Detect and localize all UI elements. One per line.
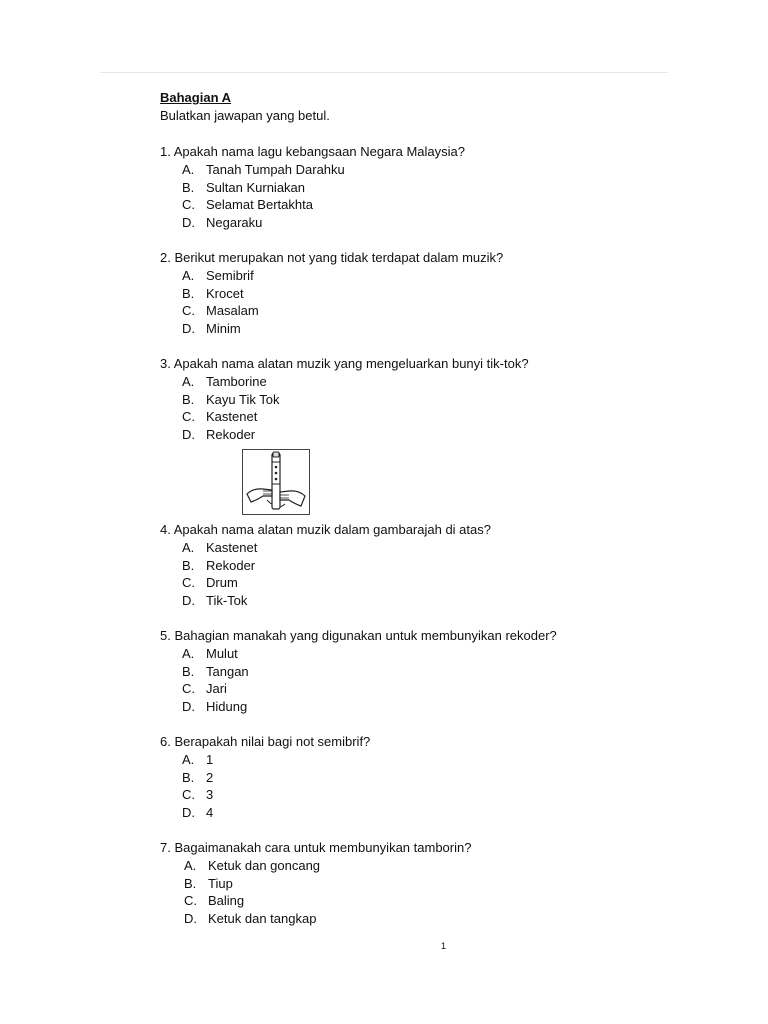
option-text: Kastenet xyxy=(206,540,258,555)
options-list xyxy=(160,539,640,609)
option-text: Sultan Kurniakan xyxy=(206,179,306,195)
option-letter: D. xyxy=(182,804,195,820)
question-6 xyxy=(160,733,640,821)
question-text: 5. Bahagian manakah yang digunakan untuk membunyikan rekoder? xyxy=(160,628,557,643)
option-text: Jari xyxy=(206,681,227,696)
option-letter: D. xyxy=(182,214,195,230)
option-text: Selamat Bertakhta xyxy=(206,197,313,212)
option-letter: B. xyxy=(182,179,195,195)
option-letter: A. xyxy=(182,162,195,177)
option-letter: B. xyxy=(182,663,195,679)
option-b[interactable] xyxy=(184,875,640,893)
question-text: 3. Apakah nama alatan muzik yang mengeluarkan bunyi tik-tok? xyxy=(160,356,529,371)
option-text: 3 xyxy=(206,787,214,802)
option-letter: A. xyxy=(184,858,197,873)
page-content xyxy=(160,89,640,927)
option-letter: B. xyxy=(182,769,195,785)
recorder-hands-icon xyxy=(243,450,309,514)
option-text: Kayu Tik Tok xyxy=(206,391,280,407)
option-letter: D. xyxy=(184,910,197,926)
option-d[interactable] xyxy=(182,426,640,444)
option-text: Tamborine xyxy=(206,374,267,389)
option-text: Rekoder xyxy=(206,426,256,442)
question-2 xyxy=(160,249,640,337)
option-b[interactable] xyxy=(182,769,640,787)
option-letter: C. xyxy=(182,681,195,696)
recorder-figure xyxy=(242,449,310,515)
option-a[interactable] xyxy=(182,539,640,557)
question-7 xyxy=(160,839,640,927)
option-a[interactable] xyxy=(182,751,640,769)
option-letter: B. xyxy=(184,875,197,891)
option-text: Ketuk dan tangkap xyxy=(208,910,317,926)
option-b[interactable] xyxy=(182,285,640,303)
options-list xyxy=(160,751,640,821)
option-letter: D. xyxy=(182,320,195,336)
document-page xyxy=(100,72,668,973)
option-d[interactable] xyxy=(182,214,640,232)
option-text: Tiup xyxy=(208,875,233,891)
option-letter: C. xyxy=(182,303,195,318)
option-c[interactable] xyxy=(182,574,640,592)
option-text: Rekoder xyxy=(206,557,256,573)
question-3 xyxy=(160,355,640,443)
option-letter: A. xyxy=(182,540,195,555)
options-list xyxy=(160,267,640,337)
option-letter: A. xyxy=(182,752,195,767)
question-4 xyxy=(160,521,640,609)
option-text: Drum xyxy=(206,575,238,590)
option-text: Krocet xyxy=(206,285,244,301)
option-letter: A. xyxy=(182,646,195,661)
options-list xyxy=(160,373,640,443)
option-b[interactable] xyxy=(182,663,640,681)
option-d[interactable] xyxy=(182,320,640,338)
option-text: Negaraku xyxy=(206,214,263,230)
question-5 xyxy=(160,627,640,715)
option-letter: D. xyxy=(182,698,195,714)
option-c[interactable] xyxy=(182,302,640,320)
option-c[interactable] xyxy=(182,408,640,426)
option-text: Minim xyxy=(206,320,241,336)
option-text: 4 xyxy=(206,804,214,820)
option-d[interactable] xyxy=(184,910,640,928)
option-text: Hidung xyxy=(206,698,248,714)
options-list xyxy=(160,645,640,715)
option-text: Baling xyxy=(208,893,245,908)
option-c[interactable] xyxy=(182,680,640,698)
option-a[interactable] xyxy=(182,645,640,663)
page-number: 1 xyxy=(441,941,447,951)
option-letter: C. xyxy=(182,575,195,590)
option-letter: D. xyxy=(182,426,195,442)
option-c[interactable] xyxy=(182,196,640,214)
option-b[interactable] xyxy=(182,557,640,575)
option-letter: D. xyxy=(182,592,195,608)
question-text: 1. Apakah nama lagu kebangsaan Negara Malaysia? xyxy=(160,144,465,159)
option-d[interactable] xyxy=(182,698,640,716)
option-letter: B. xyxy=(182,285,195,301)
question-text: 6. Berapakah nilai bagi not semibrif? xyxy=(160,734,371,749)
option-text: 2 xyxy=(206,769,214,785)
question-text: 7. Bagaimanakah cara untuk membunyikan tamborin? xyxy=(160,840,472,855)
option-letter: C. xyxy=(182,197,195,212)
question-1 xyxy=(160,143,640,231)
option-text: Tanah Tumpah Darahku xyxy=(206,162,345,177)
option-a[interactable] xyxy=(184,857,640,875)
option-c[interactable] xyxy=(184,892,640,910)
option-a[interactable] xyxy=(182,373,640,391)
option-c[interactable] xyxy=(182,786,640,804)
question-text: 2. Berikut merupakan not yang tidak terdapat dalam muzik? xyxy=(160,250,504,265)
option-letter: C. xyxy=(182,409,195,424)
option-a[interactable] xyxy=(182,267,640,285)
option-letter: B. xyxy=(182,557,195,573)
question-text: 4. Apakah nama alatan muzik dalam gambarajah di atas? xyxy=(160,522,491,537)
option-text: 1 xyxy=(206,752,214,767)
option-letter: A. xyxy=(182,268,195,283)
option-text: Masalam xyxy=(206,303,259,318)
options-list xyxy=(160,161,640,231)
option-letter: A. xyxy=(182,374,195,389)
options-list xyxy=(160,857,640,927)
option-text: Ketuk dan goncang xyxy=(208,858,321,873)
option-letter: B. xyxy=(182,391,195,407)
option-text: Tangan xyxy=(206,663,249,679)
option-text: Mulut xyxy=(206,646,238,661)
option-b[interactable] xyxy=(182,391,640,409)
option-d[interactable] xyxy=(182,592,640,610)
instruction-text: Bulatkan jawapan yang betul. xyxy=(160,108,330,123)
option-text: Tik-Tok xyxy=(206,592,248,608)
option-b[interactable] xyxy=(182,179,640,197)
option-letter: C. xyxy=(184,893,197,908)
option-text: Semibrif xyxy=(206,268,254,283)
option-letter: C. xyxy=(182,787,195,802)
option-d[interactable] xyxy=(182,804,640,822)
option-text: Kastenet xyxy=(206,409,258,424)
section-title: Bahagian A xyxy=(160,90,232,105)
option-a[interactable] xyxy=(182,161,640,179)
